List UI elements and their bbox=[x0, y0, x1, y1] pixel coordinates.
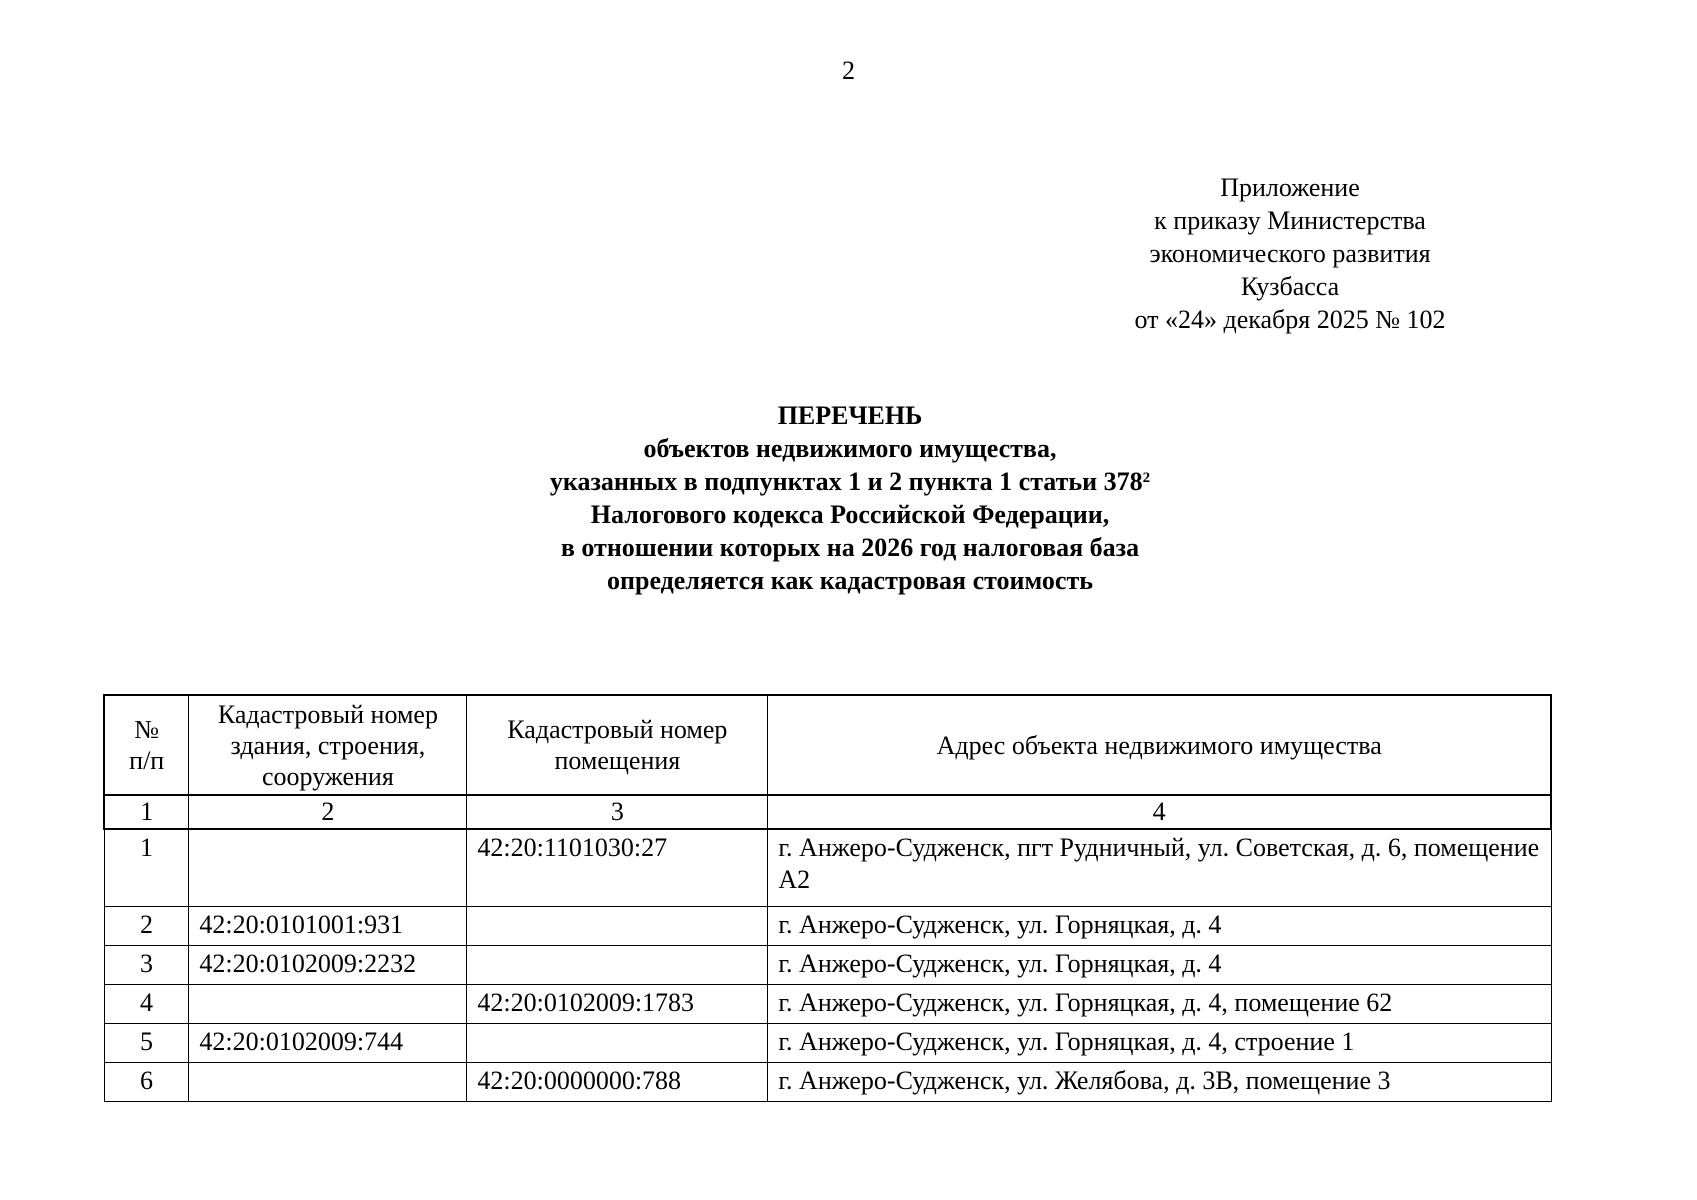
title-line: в отношении которых на 2026 год налоговая база bbox=[560, 533, 1140, 562]
table-header-row bbox=[104, 695, 1551, 795]
appendix-line: Приложение bbox=[1220, 173, 1360, 202]
row-number: 4 bbox=[104, 985, 189, 1024]
table-row bbox=[104, 1024, 1551, 1063]
column-header-building bbox=[189, 695, 467, 795]
column-header-room bbox=[467, 695, 768, 795]
appendix-line: экономического развития bbox=[1149, 239, 1431, 268]
building-cadastral-number bbox=[189, 829, 467, 907]
title-line: ПЕРЕЧЕНЬ bbox=[777, 401, 923, 430]
room-cadastral-number bbox=[467, 907, 768, 946]
row-number: 3 bbox=[104, 946, 189, 985]
building-cadastral-number bbox=[189, 985, 467, 1024]
table-row bbox=[104, 1063, 1551, 1102]
table-row bbox=[104, 907, 1551, 946]
property-address: г. Анжеро-Судженск, ул. Горняцкая, д. 4, строение 1 bbox=[768, 1024, 1551, 1063]
title-line: объектов недвижимого имущества, bbox=[643, 434, 1057, 463]
page-number: 2 bbox=[842, 56, 855, 85]
room-cadastral-number bbox=[467, 1024, 768, 1063]
table-row bbox=[104, 985, 1551, 1024]
room-cadastral-number: 42:20:0000000:788 bbox=[467, 1063, 768, 1102]
column-header-text: Кадастровый номер здания, строения, сооружения bbox=[217, 699, 438, 791]
column-header-number bbox=[104, 695, 189, 795]
property-table bbox=[103, 694, 1552, 1102]
column-header-text: № п/п bbox=[129, 715, 165, 775]
appendix-block bbox=[1085, 171, 1495, 336]
column-header-text: Кадастровый номер помещения bbox=[507, 715, 728, 775]
column-header-address bbox=[768, 695, 1551, 795]
building-cadastral-number: 42:20:0102009:744 bbox=[189, 1024, 467, 1063]
building-cadastral-number: 42:20:0102009:2232 bbox=[189, 946, 467, 985]
row-number: 1 bbox=[104, 829, 189, 907]
table-column-number-row bbox=[104, 795, 1551, 829]
column-number: 1 bbox=[104, 795, 189, 829]
property-address: г. Анжеро-Судженск, ул. Горняцкая, д. 4, помещение 62 bbox=[768, 985, 1551, 1024]
row-number: 5 bbox=[104, 1024, 189, 1063]
property-address: г. Анжеро-Судженск, ул. Горняцкая, д. 4 bbox=[768, 946, 1551, 985]
room-cadastral-number bbox=[467, 946, 768, 985]
building-cadastral-number: 42:20:0101001:931 bbox=[189, 907, 467, 946]
property-address: г. Анжеро-Судженск, ул. Горняцкая, д. 4 bbox=[768, 907, 1551, 946]
table-row bbox=[104, 829, 1551, 907]
room-cadastral-number: 42:20:1101030:27 bbox=[467, 829, 768, 907]
column-number: 4 bbox=[768, 795, 1551, 829]
building-cadastral-number bbox=[189, 1063, 467, 1102]
title-line: определяется как кадастровая стоимость bbox=[607, 566, 1093, 595]
title-superscript: 2 bbox=[1142, 470, 1151, 486]
column-number: 3 bbox=[467, 795, 768, 829]
property-address: г. Анжеро-Судженск, пгт Рудничный, ул. Советская, д. 6, помещение А2 bbox=[768, 829, 1551, 907]
table-row bbox=[104, 946, 1551, 985]
row-number: 6 bbox=[104, 1063, 189, 1102]
title-line bbox=[300, 465, 1400, 498]
room-cadastral-number: 42:20:0102009:1783 bbox=[467, 985, 768, 1024]
appendix-line: Кузбасса bbox=[1240, 272, 1340, 301]
column-number: 2 bbox=[189, 795, 467, 829]
property-address: г. Анжеро-Судженск, ул. Желябова, д. 3В, помещение 3 bbox=[768, 1063, 1551, 1102]
row-number: 2 bbox=[104, 907, 189, 946]
appendix-line: к приказу Министерства bbox=[1154, 206, 1426, 235]
column-header-text: Адрес объекта недвижимого имущества bbox=[936, 730, 1382, 760]
title-line-text: указанных в подпунктах 1 и 2 пункта 1 статьи 378 bbox=[549, 467, 1143, 496]
title-line: Налогового кодекса Российской Федерации, bbox=[590, 500, 1110, 529]
document-title bbox=[300, 399, 1400, 597]
appendix-line: от «24» декабря 2025 № 102 bbox=[1134, 305, 1446, 334]
